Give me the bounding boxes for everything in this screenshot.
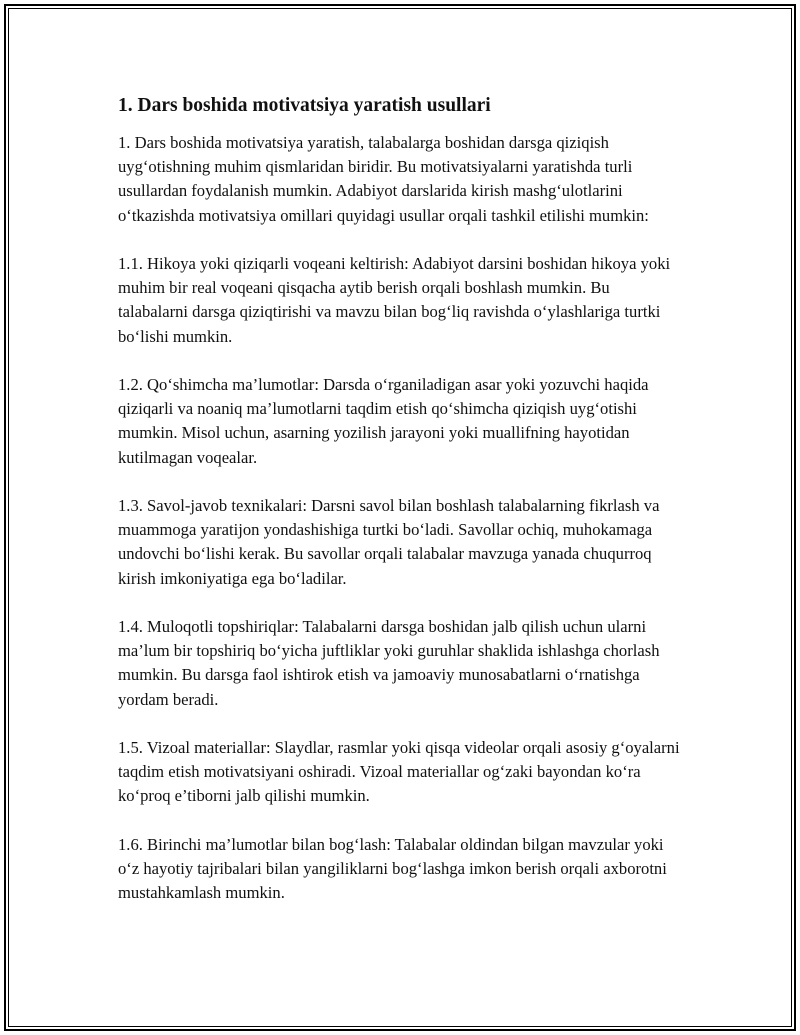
- paragraph-1-4: 1.4. Muloqotli topshiriqlar: Talabalarni darsga boshidan jalb qilish uchun ularni ma’lum bir topshiriq bo‘yicha juftliklar yoki guruhlar shaklida ishlashga chorlash mumkin. Bu darsga faol ishtirok etish va jamoaviy munosabatlarni o‘rnatishga yordam beradi.: [118, 617, 660, 709]
- document-heading: 1. Dars boshida motivatsiya yaratish usullari: [118, 95, 491, 116]
- paragraph-1-2: 1.2. Qo‘shimcha ma’lumotlar: Darsda o‘rganiladigan asar yoki yozuvchi haqida qiziqarli va noaniq ma’lumotlarni taqdim etish qo‘shimcha qiziqish uyg‘otishi mumkin. Misol uchun, asarning yozilish jarayoni yoki muallifning hayotidan kutilmagan voqealar.: [118, 375, 649, 467]
- paragraph-intro: 1. Dars boshida motivatsiya yaratish, talabalarga boshidan darsga qiziqish uyg‘otishning muhim qismlaridan biridir. Bu motivatsiyalarni yaratishda turli usullardan foydalanish mumkin. Adabiyot darslarida kirish mashg‘ulotlarini o‘tkazishda motivatsiya omillari quyidagi usullar orqali tashkil etilishi mumkin:: [118, 133, 649, 225]
- document-body: [118, 93, 683, 930]
- paragraph-1-5: 1.5. Vizoal materiallar: Slaydlar, rasmlar yoki qisqa videolar orqali asosiy g‘oyalarni taqdim etish motivatsiyani oshiradi. Vizoal materiallar og‘zaki bayondan ko‘ra ko‘proq e’tiborni jalb qilishi mumkin.: [118, 738, 680, 806]
- paragraph-1-6: 1.6. Birinchi ma’lumotlar bilan bog‘lash: Talabalar oldindan bilgan mavzular yoki o‘z hayotiy tajribalari bilan yangiliklarni bog‘lashga imkon berish orqali axborotni mustahkamlash mumkin.: [118, 834, 667, 903]
- paragraph-1-1: 1.1. Hikoya yoki qiziqarli voqeani keltirish: Adabiyot darsini boshidan hikoya yoki muhim bir real voqeani qisqacha aytib berish orqali boshlash mumkin. Bu talabalarni darsga qiziqtirishi va mavzu bilan bog‘liq ravishda o‘ylashlariga turtki bo‘lishi mumkin.: [118, 254, 671, 346]
- paragraph-1-3: 1.3. Savol-javob texnikalari: Darsni savol bilan boshlash talabalarning fikrlash va muammoga yaratijon yondashishiga turtki bo‘ladi. Savollar ochiq, muhokamaga undovchi bo‘lishi kerak. Bu savollar orqali talabalar mavzuga yanada chuqurroq kirish imkoniyatiga ega bo‘ladilar.: [118, 496, 660, 588]
